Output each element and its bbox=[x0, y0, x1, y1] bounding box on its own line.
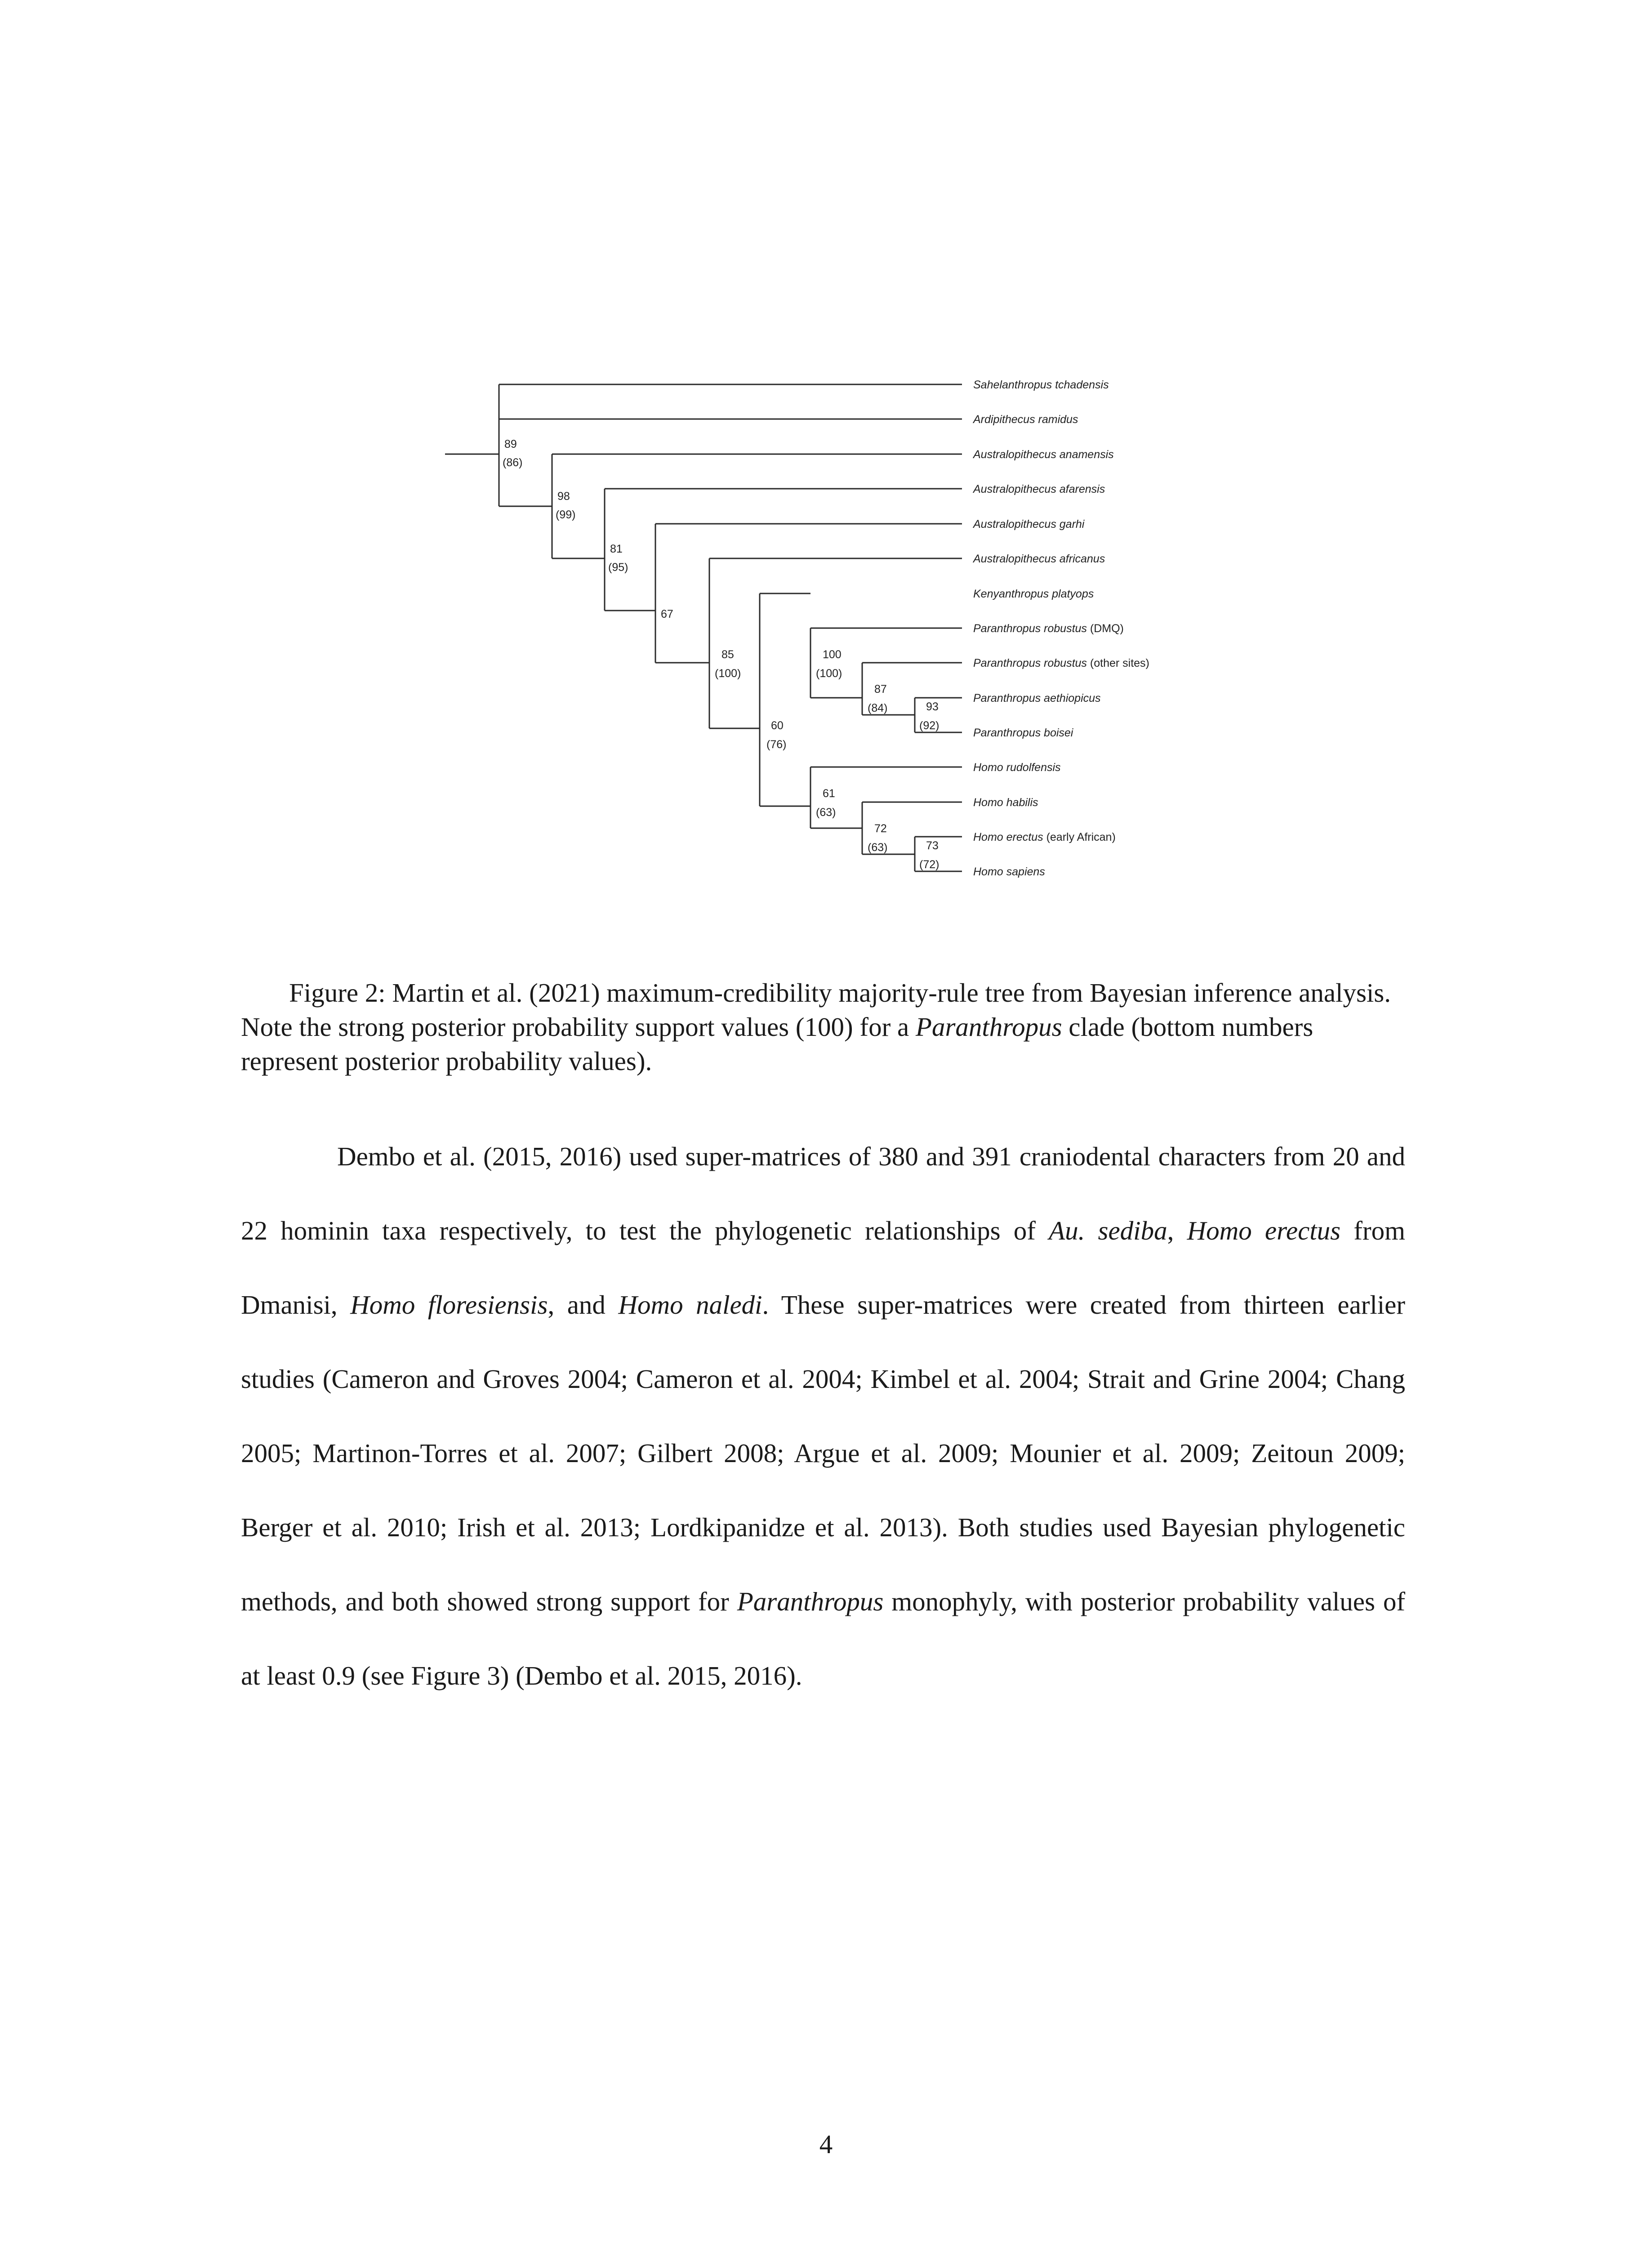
node-support-value: 73 bbox=[926, 839, 939, 852]
node-posterior-value: (76) bbox=[766, 738, 787, 751]
figure-caption bbox=[241, 976, 1405, 1078]
taxon-label: Homo habilis bbox=[973, 796, 1038, 809]
taxon-name: Au. sediba bbox=[1049, 1216, 1167, 1245]
node-posterior-value: (72) bbox=[919, 858, 940, 871]
node-support-labels bbox=[503, 438, 939, 871]
node-support-value: 61 bbox=[823, 787, 835, 800]
taxon-label: Homo sapiens bbox=[973, 865, 1045, 878]
node-support-value: 93 bbox=[926, 700, 939, 713]
node-5-branches bbox=[709, 558, 962, 728]
tree-branches bbox=[445, 384, 962, 871]
taxon-label: Australopithecus garhi bbox=[973, 518, 1085, 531]
node-support-value: 81 bbox=[610, 543, 623, 555]
taxon-label: Paranthropus robustus (other sites) bbox=[973, 657, 1149, 669]
taxon-name: Homo naledi bbox=[618, 1290, 762, 1320]
taxon-name: Homo floresiensis bbox=[350, 1290, 548, 1320]
node-3-branches bbox=[605, 489, 962, 611]
taxon-label: Australopithecus afarensis bbox=[973, 483, 1105, 495]
node-posterior-value: (86) bbox=[503, 456, 523, 469]
paragraph-text: monophyly, with posterior probability values of at least 0.9 (see Figure 3) (Dembo et al. 2015, 2016). bbox=[241, 1587, 1405, 1690]
page-number: 4 bbox=[819, 2129, 833, 2159]
taxon-label: Australopithecus africanus bbox=[973, 553, 1105, 565]
node-posterior-value: (84) bbox=[868, 702, 888, 714]
node-support-value: 72 bbox=[874, 822, 887, 835]
paragraph-text: . These super-matrices were created from thirteen earlier studies (Cameron and Groves 2004; Cameron et al. 2004; Kimbel et al. 2004; Strait and Grine 2004; Chang 2005; Martinon-Torres et al. 2007; Gilbert 2008; Argue et al. 2009; Mounier et al. 2009; Zeitoun 2009; Berger et al. 2010; Irish et al. 2013; Lordkipanidze et al. 2013). Both studies used Bayesian phylogenetic methods, and both showed strong support for bbox=[241, 1290, 1406, 1616]
node-1-branches bbox=[499, 384, 962, 506]
taxon-name: Homo erectus bbox=[1187, 1216, 1341, 1245]
node-support-value: 85 bbox=[721, 648, 734, 661]
taxon-label: Ardipithecus ramidus bbox=[973, 413, 1078, 426]
node-posterior-value: (92) bbox=[919, 719, 940, 732]
phylogenetic-tree-figure bbox=[0, 0, 1652, 899]
caption-text: clade (bottom numbers represent posterior probability values). bbox=[241, 1012, 1314, 1076]
paragraph-text: from Dmanisi, bbox=[241, 1216, 1405, 1320]
node-support-value: 87 bbox=[874, 683, 887, 696]
taxon-labels bbox=[972, 379, 1149, 878]
taxon-label: Paranthropus robustus (DMQ) bbox=[973, 622, 1124, 635]
body-paragraph bbox=[241, 1120, 1405, 1713]
taxon-label: Sahelanthropus tchadensis bbox=[973, 379, 1109, 391]
paragraph-text: Dembo et al. (2015, 2016) used super-matrices of 380 and 391 craniodental characters from 20 and 22 hominin taxa respectively, to test the phylogenetic relationships of bbox=[241, 1142, 1405, 1245]
node-6-branches bbox=[760, 593, 810, 806]
paragraph-text: , bbox=[1167, 1216, 1187, 1245]
node-posterior-value: (100) bbox=[816, 667, 842, 680]
caption-italic-genus: Paranthropus bbox=[915, 1012, 1062, 1042]
taxon-label: Paranthropus boisei bbox=[973, 727, 1073, 739]
taxon-name: Paranthropus bbox=[737, 1587, 884, 1616]
node-support-value: 98 bbox=[557, 490, 570, 503]
taxon-label: Australopithecus anamensis bbox=[973, 448, 1114, 461]
taxon-label: Kenyanthropus platyops bbox=[973, 588, 1094, 600]
node-support-value: 89 bbox=[504, 438, 517, 450]
node-posterior-value: (63) bbox=[868, 841, 888, 854]
node-support-value: 100 bbox=[823, 648, 842, 661]
taxon-label: Paranthropus aethiopicus bbox=[973, 692, 1101, 705]
node-support-value: 67 bbox=[661, 608, 673, 620]
taxon-label: Homo erectus (early African) bbox=[973, 831, 1116, 843]
taxon-label: Homo rudolfensis bbox=[973, 761, 1061, 774]
node-support-value: 60 bbox=[771, 719, 784, 732]
paragraph-text: , and bbox=[548, 1290, 619, 1320]
node-posterior-value: (100) bbox=[715, 667, 741, 680]
node-posterior-value: (99) bbox=[556, 508, 576, 521]
node-posterior-value: (95) bbox=[608, 561, 628, 574]
node-posterior-value: (63) bbox=[816, 806, 836, 819]
caption-text: Figure 2: Martin et al. (2021) maximum-credibility majority-rule tree from Bayesian inference analysis. Note the strong posterior probability support values (100) for a bbox=[241, 978, 1391, 1042]
